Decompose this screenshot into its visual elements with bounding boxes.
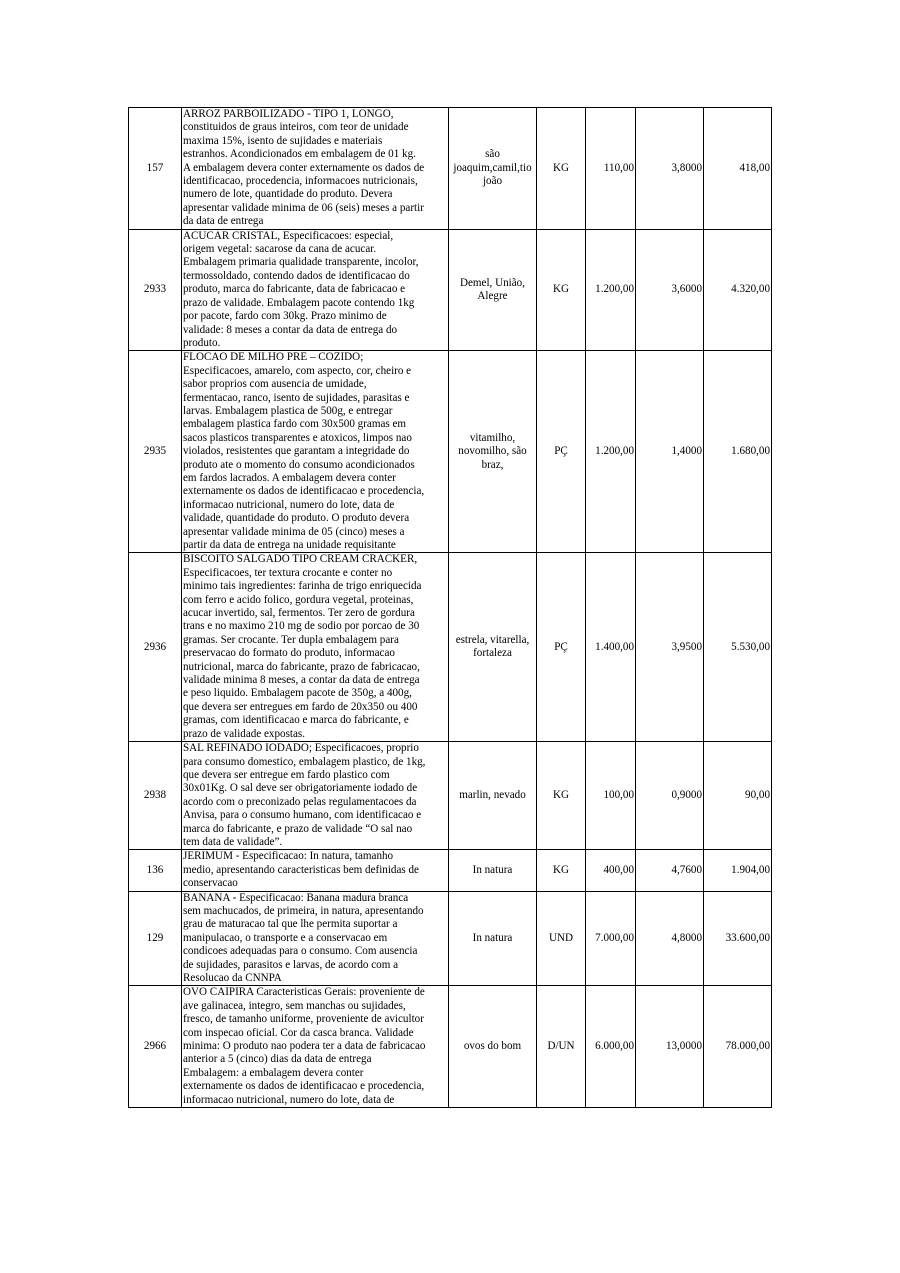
description-line: apresentar validade minima de 06 (seis) meses a partir bbox=[183, 201, 424, 214]
description-line: A embalagem devera conter externamente os dados de bbox=[183, 161, 425, 174]
description-line: validade, quantidade do produto. O produto devera bbox=[183, 512, 410, 525]
item-quantity: 7.000,00 bbox=[586, 891, 636, 986]
description-line: que devera ser entregues em fardo de 20x350 ou 400 bbox=[183, 700, 418, 713]
item-unit-price: 3,8000 bbox=[636, 108, 704, 230]
item-unit: UND bbox=[537, 891, 586, 986]
description-line: sacos plasticos transparentes e atoxicos, limpos nao bbox=[183, 431, 412, 444]
description-line: ACUCAR CRISTAL, Especificacoes: especial, bbox=[183, 229, 394, 242]
item-description bbox=[182, 108, 449, 230]
description-line: larvas. Embalagem plastica de 500g, e entregar bbox=[183, 404, 393, 417]
description-line: por pacote, fardo com 30kg. Prazo minimo de bbox=[183, 310, 387, 323]
description-line: gramas, com identificacao e marca do fabricante, e bbox=[183, 714, 409, 727]
description-line: trans e no maximo 210 mg de sodio por porcao de 30 bbox=[183, 620, 420, 633]
description-line: minima: O produto nao podera ter a data de fabricacao bbox=[183, 1040, 426, 1053]
item-unit-price: 3,9500 bbox=[636, 553, 704, 742]
item-unit: PÇ bbox=[537, 553, 586, 742]
description-line: FLOCAO DE MILHO PRE – COZIDO; bbox=[183, 351, 364, 364]
item-unit: KG bbox=[537, 742, 586, 850]
description-line: apresentar validade minima de 05 (cinco) meses a bbox=[183, 525, 405, 538]
description-line: preservacao do formato do produto, informacao bbox=[183, 647, 395, 660]
description-line: OVO CAIPIRA Caracteristicas Gerais: proveniente de bbox=[183, 986, 425, 999]
description-line: nutricional, marca do fabricante, prazo de fabricacao, bbox=[183, 660, 420, 673]
item-quantity: 1.200,00 bbox=[586, 351, 636, 553]
description-line: externamente os dados de identificacao e procedencia, bbox=[183, 1080, 425, 1093]
item-code: 2938 bbox=[129, 742, 182, 850]
item-brand bbox=[449, 229, 537, 351]
item-total: 5.530,00 bbox=[704, 553, 772, 742]
item-brand bbox=[449, 850, 537, 891]
description-line: validade: 8 meses a contar da data de entrega do bbox=[183, 323, 398, 336]
description-line: anterior a 5 (cinco) dias da data de entrega bbox=[183, 1053, 372, 1066]
table-row bbox=[129, 553, 772, 742]
description-line: BISCOITO SALGADO TIPO CREAM CRACKER, bbox=[183, 553, 418, 566]
brand-line: braz, bbox=[481, 458, 504, 471]
description-line: produto ate o momento do consumo acondicionados bbox=[183, 458, 415, 471]
item-unit: PÇ bbox=[537, 351, 586, 553]
table-row bbox=[129, 850, 772, 891]
item-code: 136 bbox=[129, 850, 182, 891]
description-line: termossoldado, contendo dados de identificacao do bbox=[183, 269, 410, 282]
table-row bbox=[129, 351, 772, 553]
brand-line: In natura bbox=[472, 931, 513, 944]
description-line: Embalagem primaria qualidade transparente, incolor, bbox=[183, 256, 419, 269]
description-line: Especificacoes, amarelo, com aspecto, cor, cheiro e bbox=[183, 364, 412, 377]
description-line: manipulacao, o transporte e a conservacao em bbox=[183, 931, 388, 944]
description-line: informacao nutricional, numero do lote, data de bbox=[183, 1093, 395, 1106]
description-line: embalagem plastica fardo com 30x500 gramas em bbox=[183, 418, 407, 431]
description-line: gramas. Ser crocante. Ter dupla embalagem para bbox=[183, 633, 399, 646]
brand-line: fortaleza bbox=[473, 647, 512, 660]
description-line: para consumo domestico, embalagem plastico, de 1kg, bbox=[183, 755, 426, 768]
item-quantity: 110,00 bbox=[586, 108, 636, 230]
description-line: JERIMUM - Especificacao: In natura, tamanho bbox=[183, 850, 394, 863]
brand-line: novomilho, são bbox=[458, 445, 527, 458]
description-line: acucar invertido, sal, fermentos. Ter zero de gordura bbox=[183, 607, 415, 620]
description-line: SAL REFINADO IODADO; Especificacoes, proprio bbox=[183, 742, 419, 755]
description-line: maxima 15%, isento de sujidades e materiais bbox=[183, 134, 383, 147]
item-unit: KG bbox=[537, 229, 586, 351]
description-line: prazo de validade. Embalagem pacote contendo 1kg bbox=[183, 296, 415, 309]
description-line: 30x01Kg. O sal deve ser obrigatoriamente iodado de bbox=[183, 782, 418, 795]
item-description bbox=[182, 229, 449, 351]
table-row bbox=[129, 986, 772, 1108]
description-line: Especificacoes, ter textura crocante e conter no bbox=[183, 566, 393, 579]
brand-line: Demel, União, bbox=[459, 276, 525, 289]
items-table bbox=[128, 107, 772, 1108]
table-row bbox=[129, 108, 772, 230]
description-line: e peso liquido. Embalagem pacote de 350g, a 400g, bbox=[183, 687, 412, 700]
item-brand bbox=[449, 351, 537, 553]
description-line: estranhos. Acondicionados em embalagem de 01 kg. bbox=[183, 148, 416, 161]
description-line: ave galinacea, integro, sem manchas ou sujidades, bbox=[183, 999, 406, 1012]
description-line: identificacao, procedencia, informacoes nutricionais, bbox=[183, 175, 418, 188]
item-quantity: 100,00 bbox=[586, 742, 636, 850]
item-brand bbox=[449, 553, 537, 742]
description-line: informacao nutricional, numero do lote, data de bbox=[183, 498, 395, 511]
description-line: fresco, de tamanho uniforme, proveniente de avicultor bbox=[183, 1013, 424, 1026]
description-line: produto, marca do fabricante, data de fabricacao e bbox=[183, 283, 406, 296]
description-line: numero de lote, quantidade do produto. Devera bbox=[183, 188, 393, 201]
item-total: 78.000,00 bbox=[704, 986, 772, 1108]
item-code: 2936 bbox=[129, 553, 182, 742]
item-code: 2933 bbox=[129, 229, 182, 351]
description-line: em fardos lacrados. A embalagem devera conter bbox=[183, 471, 396, 484]
item-unit-price: 1,4000 bbox=[636, 351, 704, 553]
item-description bbox=[182, 742, 449, 850]
item-unit-price: 0,9000 bbox=[636, 742, 704, 850]
brand-line: são bbox=[485, 148, 500, 161]
item-unit: KG bbox=[537, 108, 586, 230]
brand-line: joão bbox=[482, 175, 503, 188]
description-line: marca do fabricante, e prazo de validade “O sal nao bbox=[183, 822, 413, 835]
items-table-body bbox=[129, 108, 772, 1108]
item-total: 418,00 bbox=[704, 108, 772, 230]
description-line: Anvisa, para o consumo humano, com identificacao e bbox=[183, 809, 422, 822]
description-line: origem vegetal: sacarose da cana de acucar. bbox=[183, 243, 377, 256]
description-line: ARROZ PARBOILIZADO - TIPO 1, LONGO, bbox=[183, 108, 394, 120]
item-description bbox=[182, 986, 449, 1108]
item-description bbox=[182, 351, 449, 553]
item-brand bbox=[449, 742, 537, 850]
description-line: que devera ser entregue em fardo plastico com bbox=[183, 768, 390, 781]
item-unit-price: 4,7600 bbox=[636, 850, 704, 891]
brand-line: vitamilho, bbox=[469, 431, 516, 444]
item-total: 90,00 bbox=[704, 742, 772, 850]
brand-line: Alegre bbox=[477, 289, 508, 302]
item-code: 129 bbox=[129, 891, 182, 986]
item-brand bbox=[449, 108, 537, 230]
description-line: constituidos de graus inteiros, com teor de unidade bbox=[183, 121, 409, 134]
item-total: 1.904,00 bbox=[704, 850, 772, 891]
item-description bbox=[182, 553, 449, 742]
brand-line: marlin, nevado bbox=[459, 789, 526, 802]
brand-line: In natura bbox=[472, 863, 513, 876]
description-line: fermentacao, ranco, isento de sujidades, parasitas e bbox=[183, 391, 410, 404]
description-line: sem machucados, de primeira, in natura, apresentando bbox=[183, 904, 424, 917]
table-row bbox=[129, 742, 772, 850]
description-line: Resolucao da CNNPA bbox=[183, 972, 282, 984]
item-description bbox=[182, 850, 449, 891]
description-line: prazo de validade expostas. bbox=[183, 727, 305, 740]
item-code: 2935 bbox=[129, 351, 182, 553]
description-line: conservacao bbox=[183, 877, 238, 890]
description-line: externamente os dados de identificacao e procedencia, bbox=[183, 485, 425, 498]
description-line: BANANA - Especificacao: Banana madura branca bbox=[183, 891, 409, 904]
item-total: 1.680,00 bbox=[704, 351, 772, 553]
item-description bbox=[182, 891, 449, 986]
table-row bbox=[129, 229, 772, 351]
description-line: acordo com o preconizado pelas regulamentacoes da bbox=[183, 795, 417, 808]
item-unit-price: 13,0000 bbox=[636, 986, 704, 1108]
item-unit: KG bbox=[537, 850, 586, 891]
item-total: 4.320,00 bbox=[704, 229, 772, 351]
description-line: medio, apresentando caracteristicas bem definidas de bbox=[183, 863, 419, 876]
item-unit-price: 4,8000 bbox=[636, 891, 704, 986]
description-line: Embalagem: a embalagem devera conter bbox=[183, 1066, 364, 1079]
description-line: minimo tais ingredientes: farinha de trigo enriquecida bbox=[183, 580, 422, 593]
item-unit-price: 3,6000 bbox=[636, 229, 704, 351]
item-quantity: 400,00 bbox=[586, 850, 636, 891]
description-line: produto. bbox=[183, 336, 221, 349]
description-line: tem data de validade”. bbox=[183, 835, 283, 848]
brand-line: joaquim,camil,tio bbox=[453, 161, 532, 174]
description-line: partir da data de entrega na unidade requisitante bbox=[183, 539, 396, 551]
item-unit: D/UN bbox=[537, 986, 586, 1108]
item-brand bbox=[449, 891, 537, 986]
description-line: de sujidades, parasitos e larvas, de acordo com a bbox=[183, 958, 399, 971]
item-total: 33.600,00 bbox=[704, 891, 772, 986]
description-line: violados, resistentes que garantam a integridade do bbox=[183, 445, 410, 458]
item-quantity: 6.000,00 bbox=[586, 986, 636, 1108]
description-line: grau de maturacao tal que lhe permita suportar a bbox=[183, 918, 398, 931]
description-line: com inspecao oficial. Cor da casca branca. Validade bbox=[183, 1026, 414, 1039]
item-brand bbox=[449, 986, 537, 1108]
item-quantity: 1.200,00 bbox=[586, 229, 636, 351]
item-code: 2966 bbox=[129, 986, 182, 1108]
item-quantity: 1.400,00 bbox=[586, 553, 636, 742]
description-line: sabor proprios com ausencia de umidade, bbox=[183, 378, 367, 391]
brand-line: ovos do bom bbox=[463, 1040, 522, 1053]
description-line: condicoes adequadas para o consumo. Com ausencia bbox=[183, 945, 418, 958]
description-line: com ferro e acido folico, gordura vegetal, proteinas, bbox=[183, 593, 414, 606]
brand-line: estrela, vitarella, bbox=[455, 633, 530, 646]
table-row bbox=[129, 891, 772, 986]
item-code: 157 bbox=[129, 108, 182, 230]
description-line: validade minima 8 meses, a contar da data de entrega bbox=[183, 674, 420, 687]
description-line: da data de entrega bbox=[183, 215, 264, 228]
